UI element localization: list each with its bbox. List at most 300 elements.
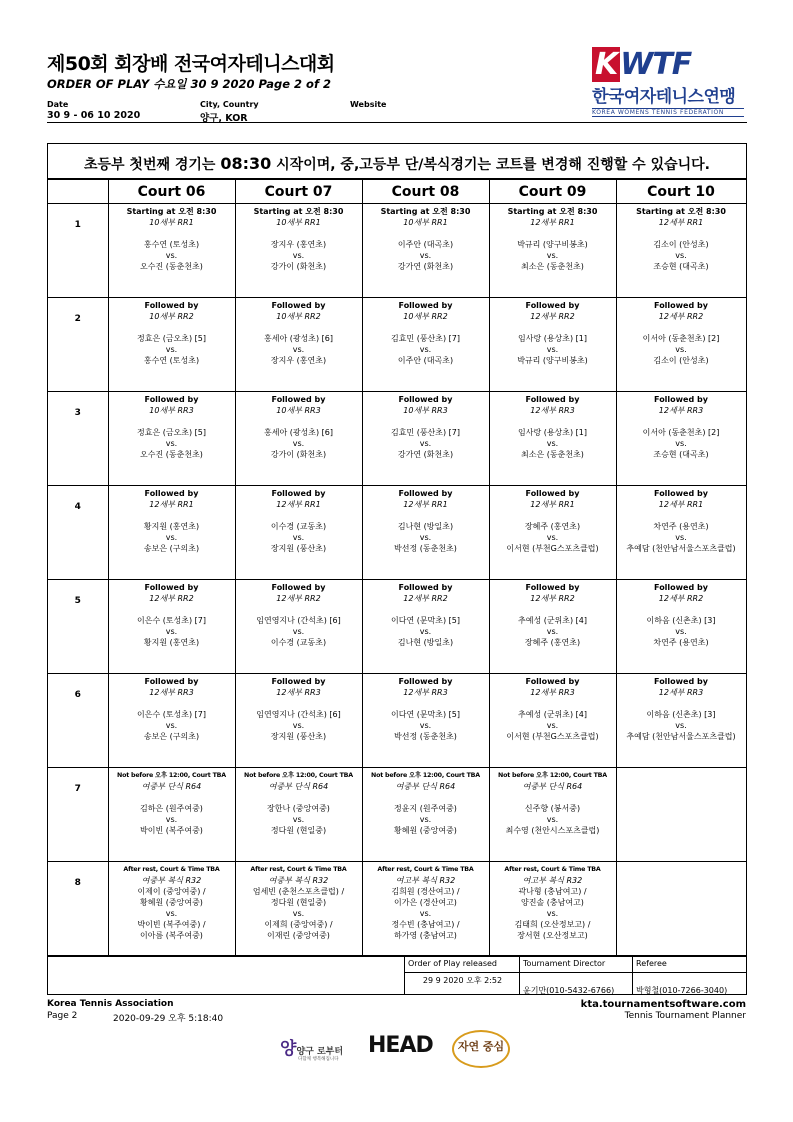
match-cell <box>616 674 746 768</box>
referee-label: Referee <box>633 957 747 973</box>
versus-label: vs. <box>292 345 305 354</box>
player-name: 정다원 (현일중) <box>270 826 327 835</box>
director-label: Tournament Director <box>520 957 633 973</box>
match-cell <box>235 580 362 674</box>
event-round: 12세부 RR3 <box>276 688 321 697</box>
versus-label: vs. <box>419 909 432 918</box>
versus-label: vs. <box>546 721 559 730</box>
player-name: 송보은 (구의초) <box>143 732 200 741</box>
event-round: 10세부 RR1 <box>149 218 194 227</box>
event-round: 12세부 RR2 <box>276 594 321 603</box>
player-name: 추예담 (천안남서울스포츠클럽) <box>626 732 736 741</box>
page-number: Page 2 <box>47 1011 78 1021</box>
versus-label: vs. <box>546 439 559 448</box>
referee-cell <box>632 957 747 995</box>
match-time-header: Followed by <box>271 677 326 686</box>
yanggu-logo <box>280 1034 343 1062</box>
player-name: 추예성 (군위초) [4] <box>517 710 588 719</box>
date-label: Date <box>47 100 69 109</box>
match-time-header: Followed by <box>654 395 708 404</box>
event-round: 10세부 RR3 <box>403 406 448 415</box>
versus-label: vs. <box>419 439 432 448</box>
match-cell <box>235 392 362 486</box>
event-round: 12세부 RR3 <box>149 688 194 697</box>
match-time-header: Followed by <box>398 489 453 498</box>
round-row <box>48 392 746 486</box>
player-name: 홍세아 (광성초) [6] <box>263 334 334 343</box>
versus-label: vs. <box>292 721 305 730</box>
match-cell <box>616 298 746 392</box>
player-name: 이수경 (교동초) <box>270 638 327 647</box>
court-header-row <box>48 179 746 204</box>
player-name: 장지우 (홍연초) <box>270 240 327 249</box>
match-cell <box>362 768 489 862</box>
match-cell <box>362 674 489 768</box>
player-name: 곽나형 (충남여고) / <box>518 887 587 896</box>
match-cell <box>235 204 362 298</box>
event-round: 10세부 RR2 <box>149 312 194 321</box>
match-time-header: Followed by <box>271 301 326 310</box>
player-name: 양진솔 (충남여고) <box>521 898 584 907</box>
match-time-header: Starting at 오전 8:30 <box>253 207 344 216</box>
player-name: 임연영지나 (간석초) [6] <box>256 616 341 625</box>
versus-label: vs. <box>419 815 432 824</box>
match-time-header: Followed by <box>144 489 199 498</box>
player-name: 장서현 (오산정보고) <box>517 931 588 940</box>
versus-label: vs. <box>165 533 178 542</box>
versus-label: vs. <box>165 815 178 824</box>
event-round: 12세부 RR2 <box>658 312 704 321</box>
player-name: 이주안 (대곡초) <box>397 240 454 249</box>
event-round: 12세부 RR1 <box>530 500 575 509</box>
player-name: 김소이 (안성초) <box>653 356 709 365</box>
match-time-header: Followed by <box>144 583 199 592</box>
event-round: 여고부 복식 R32 <box>395 876 456 885</box>
player-name: 홍세아 (광성초) [6] <box>263 428 334 437</box>
match-time-header: Followed by <box>271 489 326 498</box>
website-meta <box>350 100 386 109</box>
player-name: 이서아 (동춘천초) [2] <box>642 428 720 437</box>
versus-label: vs. <box>165 627 178 636</box>
versus-label: vs. <box>419 533 432 542</box>
match-cell <box>489 204 616 298</box>
versus-label: vs. <box>292 533 305 542</box>
director-cell <box>519 957 633 995</box>
match-cell <box>235 674 362 768</box>
event-round: 12세부 RR2 <box>530 594 575 603</box>
player-name: 강가이 (화천초) <box>270 450 327 459</box>
round-row <box>48 580 746 674</box>
versus-label: vs. <box>675 251 687 260</box>
player-name: 이은수 (토성초) [7] <box>136 710 207 719</box>
match-cell <box>616 204 746 298</box>
player-name: 박선정 (동춘천초) <box>394 544 457 553</box>
player-name: 황혜원 (중앙여중) <box>140 898 203 907</box>
player-name: 정윤지 (원주여중) <box>394 804 457 813</box>
yanggu-logo-slogan: 다함께 행복해집니다 <box>298 1057 339 1062</box>
round-number: 8 <box>48 862 108 956</box>
match-time-header: Followed by <box>144 301 199 310</box>
kwtf-logo <box>592 47 744 122</box>
released-cell <box>404 957 520 995</box>
versus-label: vs. <box>292 627 305 636</box>
match-time-header: Followed by <box>654 583 708 592</box>
player-name: 박선정 (동춘천초) <box>394 732 457 741</box>
versus-label: vs. <box>292 251 305 260</box>
event-round: 12세부 RR1 <box>149 500 194 509</box>
released-value: 29 9 2020 오후 2:52 <box>422 976 503 985</box>
match-cell <box>235 486 362 580</box>
match-time-header: Followed by <box>654 677 708 686</box>
yanggu-logo-text: 양구 로부터 <box>296 1047 344 1057</box>
match-time-header: Followed by <box>144 677 199 686</box>
player-name: 김나현 (방일초) <box>397 522 454 531</box>
court-header: Court 09 <box>489 179 616 204</box>
event-round: 10세부 RR2 <box>403 312 448 321</box>
match-time-header: Followed by <box>525 677 580 686</box>
round-number: 6 <box>48 674 108 768</box>
match-time-header: After rest, Court & Time TBA <box>504 866 601 873</box>
player-name: 이가은 (경산여고) <box>394 898 457 907</box>
player-name: 이다연 (문막초) [5] <box>390 616 461 625</box>
match-time-header: Followed by <box>144 395 199 404</box>
event-round: 여중부 단식 R64 <box>522 782 583 791</box>
order-of-play-subtitle: ORDER OF PLAY 수요일 30 9 2020 Page 2 of 2 <box>47 77 331 91</box>
versus-label: vs. <box>675 345 687 354</box>
match-cell <box>489 768 616 862</box>
match-time-header: Followed by <box>525 489 580 498</box>
match-cell <box>108 862 235 956</box>
match-time-header: After rest, Court & Time TBA <box>123 866 220 873</box>
versus-label: vs. <box>546 627 559 636</box>
match-cell <box>235 862 362 956</box>
player-name: 이아름 (복주여중) <box>140 931 203 940</box>
event-round: 12세부 RR3 <box>403 688 448 697</box>
match-cell <box>489 580 616 674</box>
round-row <box>48 674 746 768</box>
court-header: Court 06 <box>108 179 235 204</box>
player-name: 차연주 (용연초) <box>653 638 709 647</box>
match-time-header: Followed by <box>654 489 708 498</box>
player-name: 박이빈 (복주여중) / <box>137 920 206 929</box>
player-name: 이서현 (부천G스포츠클럽) <box>506 544 599 553</box>
event-round: 10세부 RR3 <box>149 406 194 415</box>
event-round: 12세부 RR2 <box>403 594 448 603</box>
versus-label: vs. <box>675 627 687 636</box>
versus-label: vs. <box>675 533 687 542</box>
player-name: 박이빈 (복주여중) <box>140 826 203 835</box>
player-name: 정효은 (금오초) [5] <box>136 334 207 343</box>
match-cell <box>108 204 235 298</box>
player-name: 박규리 (양구비봉초) <box>517 356 588 365</box>
versus-label: vs. <box>165 721 178 730</box>
player-name: 강가이 (화천초) <box>270 262 327 271</box>
start-time-notice: 초등부 첫번째 경기는 08:30 시작이며, 중,고등부 단/복식경기는 코트를 변경해 진행할 수 있습니다. <box>83 154 710 173</box>
event-round: 12세부 RR3 <box>658 406 704 415</box>
match-cell <box>108 392 235 486</box>
player-name: 김하은 (원주여중) <box>140 804 203 813</box>
versus-label: vs. <box>419 627 432 636</box>
match-time-header: Followed by <box>271 583 326 592</box>
round-number: 3 <box>48 392 108 486</box>
match-cell <box>108 674 235 768</box>
round-number: 2 <box>48 298 108 392</box>
player-name: 하가영 (충남여고) <box>394 931 457 940</box>
versus-label: vs. <box>292 815 305 824</box>
match-time-header: Starting at 오전 8:30 <box>380 207 471 216</box>
match-time-header: Followed by <box>398 301 453 310</box>
match-cell <box>489 486 616 580</box>
organization-name: Korea Tennis Association <box>47 999 174 1009</box>
match-time-header: Not before 오후 12:00, Court TBA <box>244 772 353 779</box>
round-number: 4 <box>48 486 108 580</box>
match-cell <box>362 862 489 956</box>
player-name: 강가연 (화천초) <box>397 450 454 459</box>
versus-label: vs. <box>165 251 178 260</box>
match-cell <box>108 580 235 674</box>
match-cell <box>362 580 489 674</box>
referee-value: 박형철(010-7266-3040) <box>636 986 728 995</box>
versus-label: vs. <box>546 251 559 260</box>
player-name: 장혜주 (홍연초) <box>524 638 581 647</box>
player-name: 이수경 (교동초) <box>270 522 327 531</box>
player-name: 장지원 (풍산초) <box>270 732 327 741</box>
event-round: 12세부 RR1 <box>403 500 448 509</box>
event-round: 10세부 RR1 <box>403 218 448 227</box>
schedule-grid <box>48 178 747 956</box>
event-round: 10세부 RR3 <box>276 406 321 415</box>
player-name: 김태희 (오산정보고) / <box>514 920 591 929</box>
website-label: Website <box>350 100 387 109</box>
player-name: 임사랑 (용상초) [1] <box>517 334 588 343</box>
match-time-header: Not before 오후 12:00, Court TBA <box>117 772 226 779</box>
event-round: 여중부 단식 R64 <box>141 782 202 791</box>
match-cell <box>108 486 235 580</box>
player-name: 임연영지나 (간석초) [6] <box>256 710 341 719</box>
player-name: 추예담 (천안남서울스포츠클럽) <box>626 544 736 553</box>
versus-label: vs. <box>165 345 178 354</box>
player-name: 김희원 (경산여고) / <box>391 887 460 896</box>
player-name: 장지원 (풍산초) <box>270 544 327 553</box>
versus-label: vs. <box>675 721 687 730</box>
player-name: 이다연 (문막초) [5] <box>390 710 461 719</box>
nature-center-logo: 자연 중심 <box>452 1030 510 1068</box>
match-cell <box>362 204 489 298</box>
match-cell <box>616 392 746 486</box>
player-name: 이서현 (부천G스포츠클럽) <box>506 732 599 741</box>
versus-label: vs. <box>292 909 305 918</box>
versus-label: vs. <box>546 533 559 542</box>
versus-label: vs. <box>419 251 432 260</box>
player-name: 황혜원 (중앙여중) <box>394 826 457 835</box>
event-round: 12세부 RR1 <box>658 500 704 509</box>
player-name: 최소은 (동춘천초) <box>521 450 584 459</box>
event-round: 12세부 RR1 <box>276 500 321 509</box>
match-cell <box>235 768 362 862</box>
round-number: 7 <box>48 768 108 862</box>
event-round: 12세부 RR3 <box>658 688 704 697</box>
event-round: 12세부 RR1 <box>530 218 575 227</box>
player-name: 조승현 (대곡초) <box>653 450 709 459</box>
player-name: 장한나 (중앙여중) <box>267 804 330 813</box>
player-name: 오수진 (동춘천초) <box>140 262 203 271</box>
event-round: 여중부 단식 R64 <box>395 782 456 791</box>
city-meta <box>200 100 259 124</box>
match-cell <box>108 298 235 392</box>
player-name: 송보은 (구의초) <box>143 544 200 553</box>
round-row <box>48 204 746 298</box>
kwtf-logo-mark: K WTF <box>592 50 744 80</box>
round-row <box>48 768 746 862</box>
versus-label: vs. <box>675 439 687 448</box>
city-value: 양구, KOR <box>200 113 248 124</box>
player-name: 이제희 (중앙여중) / <box>264 920 333 929</box>
event-round: 여고부 복식 R32 <box>522 876 583 885</box>
kwtf-logo-korean: 한국여자테니스연맹 <box>592 87 736 107</box>
player-name: 최소은 (동춘천초) <box>521 262 584 271</box>
released-label: Order of Play released <box>405 957 520 973</box>
player-name: 장혜주 (홍연초) <box>524 522 581 531</box>
tournament-title: 제50회 회장배 전국여자테니스대회 <box>47 53 335 75</box>
event-round: 12세부 RR1 <box>658 218 704 227</box>
player-name: 신주향 (봉서중) <box>524 804 581 813</box>
player-name: 박규리 (양구비봉초) <box>517 240 588 249</box>
player-name: 이하음 (신촌초) [3] <box>646 710 716 719</box>
event-round: 12세부 RR3 <box>530 406 575 415</box>
match-cell <box>616 862 746 956</box>
match-cell <box>235 298 362 392</box>
match-time-header: Not before 오후 12:00, Court TBA <box>498 772 607 779</box>
player-name: 강가연 (화천초) <box>397 262 454 271</box>
court-header: Court 08 <box>362 179 489 204</box>
match-cell <box>616 580 746 674</box>
player-name: 이재린 (중앙여중) <box>267 931 330 940</box>
round-header <box>48 179 108 204</box>
match-time-header: Starting at 오전 8:30 <box>507 207 598 216</box>
player-name: 황지원 (홍연초) <box>143 522 200 531</box>
match-cell <box>362 486 489 580</box>
player-name: 이제이 (중앙여중) / <box>137 887 206 896</box>
match-time-header: Not before 오후 12:00, Court TBA <box>371 772 480 779</box>
player-name: 오수진 (동춘천초) <box>140 450 203 459</box>
player-name: 이서아 (동춘천초) [2] <box>642 334 720 343</box>
player-name: 추예성 (군위초) [4] <box>517 616 588 625</box>
match-time-header: Followed by <box>398 395 453 404</box>
date-meta <box>47 100 140 121</box>
player-name: 김나현 (방일초) <box>397 638 454 647</box>
court-header: Court 10 <box>616 179 746 204</box>
match-cell <box>489 298 616 392</box>
player-name: 정효은 (금오초) [5] <box>136 428 207 437</box>
yanggu-logo-mark: 양 <box>280 1039 297 1059</box>
match-time-header: Followed by <box>525 583 580 592</box>
match-time-header: After rest, Court & Time TBA <box>377 866 474 873</box>
event-round: 12세부 RR3 <box>530 688 575 697</box>
player-name: 홍수연 (토성초) <box>143 240 200 249</box>
event-round: 여중부 복식 R32 <box>141 876 202 885</box>
match-time-header: Followed by <box>525 301 580 310</box>
match-time-header: Followed by <box>398 677 453 686</box>
versus-label: vs. <box>165 439 178 448</box>
player-name: 차연주 (용연초) <box>653 522 709 531</box>
event-round: 여중부 단식 R64 <box>268 782 329 791</box>
player-name: 장지우 (홍연초) <box>270 356 327 365</box>
round-number: 5 <box>48 580 108 674</box>
round-number: 1 <box>48 204 108 298</box>
player-name: 김효민 (풍산초) [7] <box>390 428 461 437</box>
versus-label: vs. <box>419 721 432 730</box>
printed-timestamp: 2020-09-29 오후 5:18:40 <box>113 1014 224 1024</box>
round-row <box>48 486 746 580</box>
event-round: 여중부 복식 R32 <box>268 876 329 885</box>
player-name: 엄세빈 (춘천스포츠클럽) / <box>252 887 345 896</box>
player-name: 정수빈 (충남여고) / <box>391 920 460 929</box>
event-round: 12세부 RR2 <box>149 594 194 603</box>
player-name: 조승현 (대곡초) <box>653 262 709 271</box>
website-link[interactable]: kta.tournamentsoftware.com <box>580 999 746 1010</box>
match-cell <box>616 768 746 862</box>
player-name: 최수영 (천안시스포츠클럽) <box>505 826 600 835</box>
match-cell <box>616 486 746 580</box>
match-time-header: Starting at 오전 8:30 <box>126 207 217 216</box>
match-time-header: Followed by <box>398 583 453 592</box>
versus-label: vs. <box>165 909 178 918</box>
event-round: 12세부 RR2 <box>530 312 575 321</box>
match-cell <box>362 392 489 486</box>
match-time-header: Followed by <box>654 301 708 310</box>
versus-label: vs. <box>546 815 559 824</box>
player-name: 임사랑 (용상초) [1] <box>517 428 588 437</box>
director-value: 윤기만(010-5432-6766) <box>523 986 615 995</box>
match-time-header: Followed by <box>271 395 326 404</box>
match-cell <box>362 298 489 392</box>
event-round: 12세부 RR2 <box>658 594 704 603</box>
city-label: City, Country <box>200 100 259 109</box>
versus-label: vs. <box>546 909 559 918</box>
planner-credit: Tennis Tournament Planner <box>624 1011 746 1021</box>
match-time-header: Followed by <box>525 395 580 404</box>
event-round: 10세부 RR1 <box>276 218 321 227</box>
kwtf-logo-english: KOREA WOMENS TENNIS FEDERATION <box>592 108 744 117</box>
match-cell <box>489 392 616 486</box>
versus-label: vs. <box>292 439 305 448</box>
match-time-header: After rest, Court & Time TBA <box>250 866 347 873</box>
round-row <box>48 862 746 956</box>
round-row <box>48 298 746 392</box>
player-name: 정다원 (현일중) <box>270 898 327 907</box>
versus-label: vs. <box>419 345 432 354</box>
footer-row <box>48 956 746 995</box>
match-cell <box>489 862 616 956</box>
event-round: 10세부 RR2 <box>276 312 321 321</box>
match-cell <box>489 674 616 768</box>
sponsor-logos <box>280 1030 520 1066</box>
player-name: 김소이 (안성초) <box>653 240 709 249</box>
player-name: 이은수 (토성초) [7] <box>136 616 207 625</box>
versus-label: vs. <box>546 345 559 354</box>
player-name: 홍수연 (토성초) <box>143 356 200 365</box>
match-cell <box>108 768 235 862</box>
head-logo: HEAD <box>368 1033 433 1058</box>
court-header: Court 07 <box>235 179 362 204</box>
order-of-play-table <box>47 143 747 995</box>
match-time-header: Starting at 오전 8:30 <box>636 207 726 216</box>
player-name: 이하음 (신촌초) [3] <box>646 616 716 625</box>
player-name: 이주안 (대곡초) <box>397 356 454 365</box>
player-name: 황지원 (홍연초) <box>143 638 200 647</box>
player-name: 김효민 (풍산초) [7] <box>390 334 461 343</box>
header-divider <box>47 122 747 123</box>
